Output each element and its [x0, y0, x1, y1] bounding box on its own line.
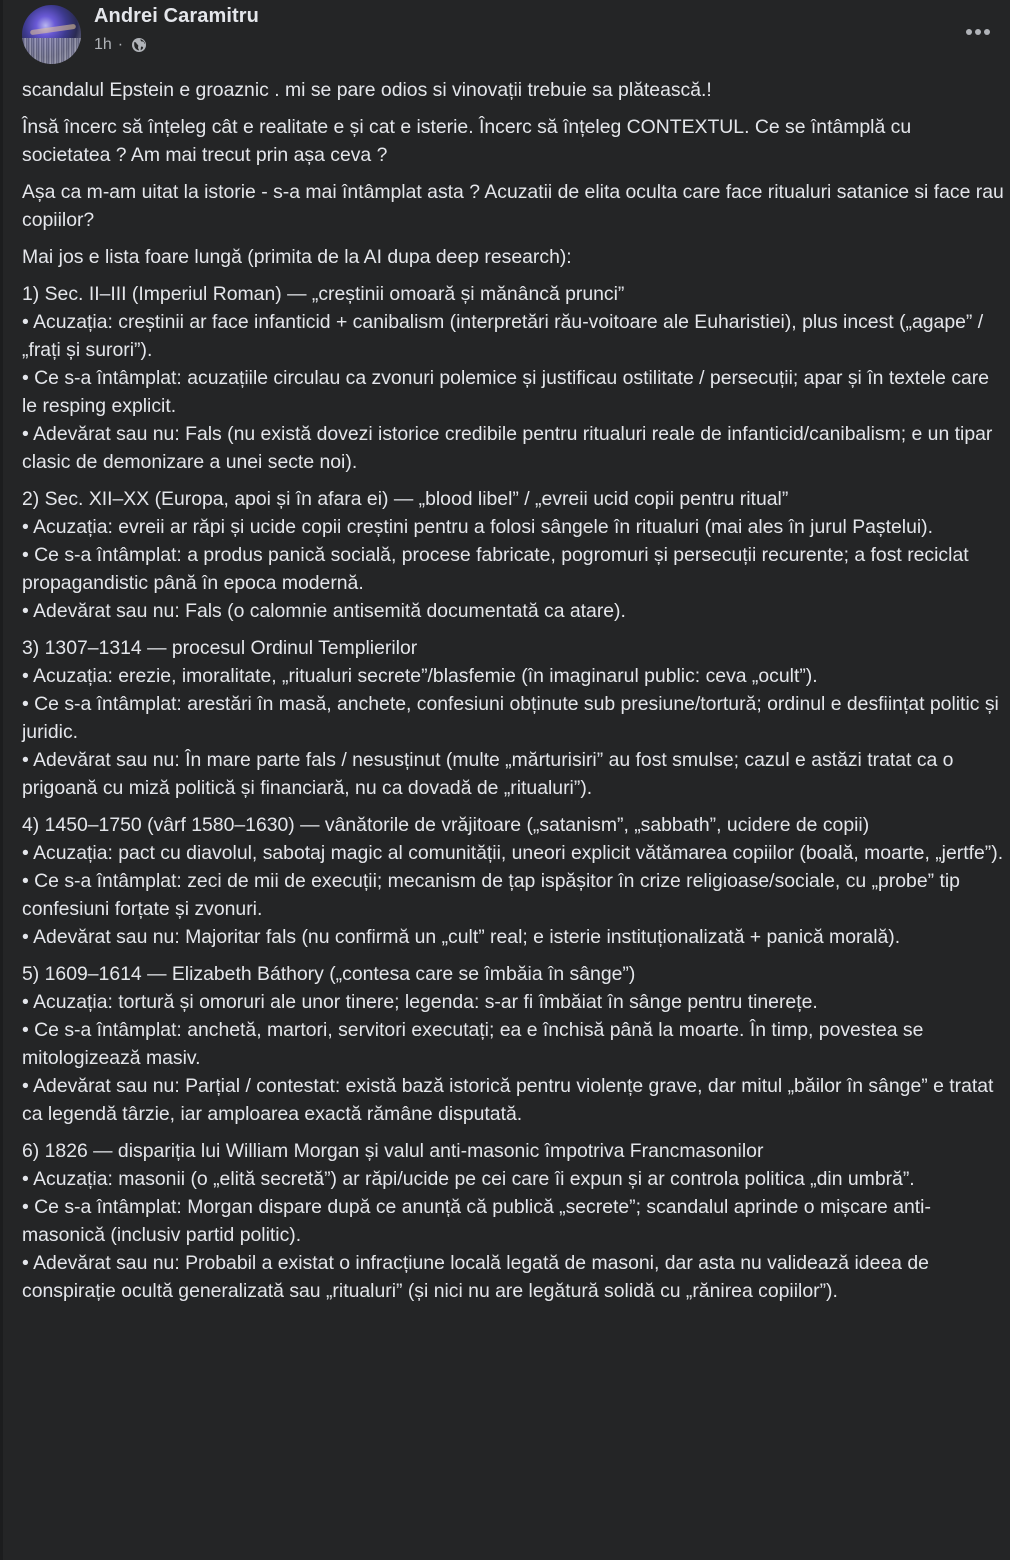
section-accusation: • Acuzația: evreii ar răpi și ucide copii creștini pentru a folosi sângele în ritualuri (mai ales în jurul Paștelui). — [22, 516, 934, 538]
section-accusation: • Acuzația: tortură și omoruri ale unor tinere; legenda: s-ar fi îmbăiat în sânge pentru tinerețe. — [22, 991, 818, 1013]
history-section — [22, 485, 1004, 625]
intro-paragraph: Așa ca m-am uitat la istorie - s-a mai întâmplat asta ? Acuzatii de elita oculta care face ritualuri satanice si face rau copiilor? — [22, 181, 1004, 231]
post-header — [0, 0, 1010, 70]
more-options-icon-dot — [975, 29, 981, 35]
section-accusation: • Acuzația: pact cu diavolul, sabotaj magic al comunității, uneori explicit vătămarea copiilor (boală, moarte, „jertfe”). — [22, 842, 1004, 864]
avatar-crowd — [22, 38, 81, 64]
section-title: 6) 1826 — dispariția lui William Morgan și valul anti-masonic împotriva Francmasonilor — [22, 1140, 764, 1162]
section-what-happened: • Ce s-a întâmplat: zeci de mii de execuții; mecanism de țap ispășitor în crize religioase/sociale, cu „probe” tip confesiuni forțate și zvonuri. — [22, 870, 960, 920]
intro-paragraph: Însă încerc să înțeleg cât e realitate e și cat e isterie. Încerc să înțeleg CONTEXTUL. Ce se întâmplă cu societatea ? Am mai trecut prin așa ceva ? — [22, 116, 912, 166]
section-verdict: • Adevărat sau nu: Majoritar fals (nu confirmă un „cult” real; e isterie instituționalizată + panică morală). — [22, 926, 901, 948]
section-title: 2) Sec. XII–XX (Europa, apoi și în afara ei) — „blood libel” / „evreii ucid copii pentru ritual” — [22, 488, 789, 510]
section-verdict: • Adevărat sau nu: Parțial / contestat: există bază istorică pentru violențe grave, dar mitul „băilor în sânge” e tratat ca legendă târzie, iar amploarea exactă rămâne disputată. — [22, 1075, 994, 1125]
author-avatar[interactable] — [22, 5, 81, 64]
section-what-happened: • Ce s-a întâmplat: a produs panică socială, procese fabricate, pogromuri și persecuții recurente; a fost reciclat propagandistic până în epoca modernă. — [22, 544, 969, 594]
section-accusation: • Acuzația: creștinii ar face infanticid + canibalism (interpretări rău-voitoare ale Euharistiei), plus incest („agape” / „frați și surori”). — [22, 311, 984, 361]
intro-paragraph: scandalul Epstein e groaznic . mi se pare odios si vinovații trebuie sa plătească.! — [22, 79, 712, 101]
section-title: 3) 1307–1314 — procesul Ordinul Templierilor — [22, 637, 418, 659]
history-section — [22, 811, 1004, 951]
section-what-happened: • Ce s-a întâmplat: anchetă, martori, servitori executați; ea e închisă până la moarte. În timp, povestea se mitologizează masiv. — [22, 1019, 924, 1069]
section-title: 5) 1609–1614 — Elizabeth Báthory („contesa care se îmbăia în sânge”) — [22, 963, 636, 985]
section-title: 1) Sec. II–III (Imperiul Roman) — „creștinii omoară și mănâncă prunci” — [22, 283, 625, 305]
post-body — [22, 76, 1004, 1314]
author-name[interactable]: Andrei Caramitru — [94, 5, 259, 27]
history-section — [22, 1137, 1004, 1305]
post-timestamp[interactable]: 1h — [94, 36, 112, 53]
section-accusation: • Acuzația: erezie, imoralitate, „ritualuri secrete”/blasfemie (în imaginarul public: ceva „ocult”). — [22, 665, 818, 687]
globe-icon[interactable] — [131, 37, 147, 53]
section-accusation: • Acuzația: masonii (o „elită secretă”) ar răpi/ucide pe cei care îi expun și ar controla politica „din umbră”. — [22, 1168, 915, 1190]
section-what-happened: • Ce s-a întâmplat: acuzațiile circulau ca zvonuri polemice și justificau ostilitate / persecuții; apar și în textele care le resping explicit. — [22, 367, 990, 417]
intro-paragraph: Mai jos e lista foare lungă (primita de la AI dupa deep research): — [22, 246, 572, 268]
section-what-happened: • Ce s-a întâmplat: Morgan dispare după ce anunță că publică „secrete”; scandalul aprinde o mișcare anti-masonică (inclusiv partid politic). — [22, 1196, 931, 1246]
section-verdict: • Adevărat sau nu: Probabil a existat o infracțiune locală legată de masoni, dar asta nu validează ideea de conspirație ocultă generalizată sau „ritualuri” (și nici nu are legătură solidă cu „rănirea copiilor”). — [22, 1252, 929, 1302]
history-section — [22, 960, 1004, 1128]
more-options-icon-dot — [984, 29, 990, 35]
section-what-happened: • Ce s-a întâmplat: arestări în masă, anchete, confesiuni obținute sub presiune/tortură; ordinul e desființat politic și juridic. — [22, 693, 999, 743]
section-verdict: • Adevărat sau nu: Fals (o calomnie antisemită documentată ca atare). — [22, 600, 626, 622]
section-title: 4) 1450–1750 (vârf 1580–1630) — vânătorile de vrăjitoare („satanism”, „sabbath”, ucidere de copii) — [22, 814, 870, 836]
post-meta — [94, 36, 147, 54]
avatar-light-streak — [30, 24, 76, 35]
history-section — [22, 634, 1004, 802]
section-verdict: • Adevărat sau nu: În mare parte fals / nesusținut (multe „mărturisiri” au fost smulse; cazul e astăzi tratat ca o prigoană cu miză politică și financiară, nu ca dovadă de „ritualuri”). — [22, 749, 954, 799]
meta-separator: · — [117, 36, 124, 53]
more-options-button[interactable] — [958, 20, 998, 44]
section-verdict: • Adevărat sau nu: Fals (nu există dovezi istorice credibile pentru ritualuri reale de infanticid/canibalism; e un tipar clasic de demonizare a unei secte noi). — [22, 423, 993, 473]
history-section — [22, 280, 1004, 476]
more-options-icon-dot — [966, 29, 972, 35]
